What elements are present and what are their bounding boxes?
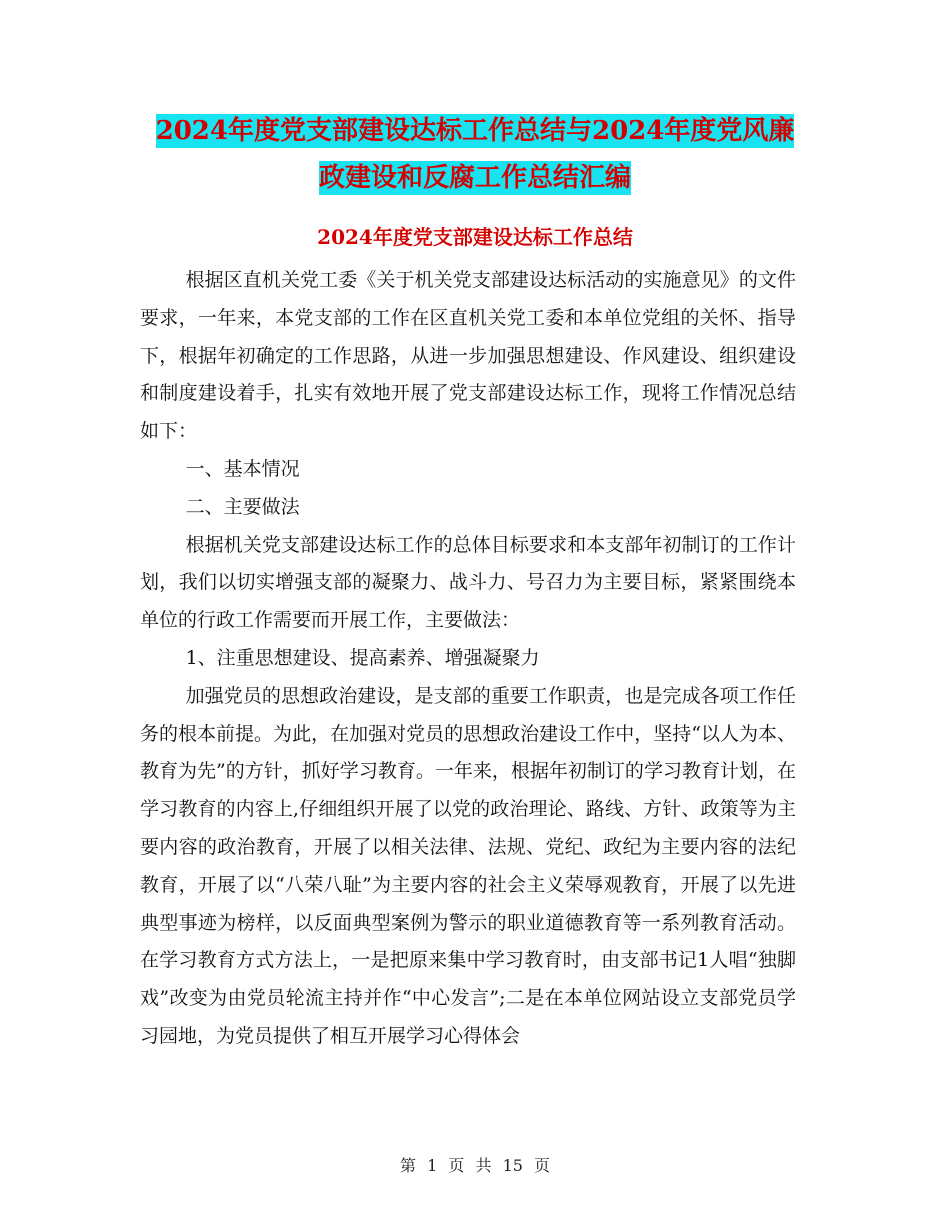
paragraph-practices: 根据机关党支部建设达标工作的总体目标要求和本支部年初制订的工作计划，我们以切实增强支部的凝聚力、战斗力、号召力为主要目标，紧紧围绕本单位的行政工作需要而开展工作，主要做法： (140, 533, 796, 632)
paragraph-ideological: 加强党员的思想政治建设，是支部的重要工作职责，也是完成各项工作任务的根本前提。为此，在加强对党员的思想政治建设工作中，坚持“以人为本、教育为先”的方针，抓好学习教育。一年来，根据年初制订的学习教育计划，在学习教育的内容上,仔细组织开展了以党的政治理论、路线、方针、政策等为主要内容的政治教育，开展了以相关法律、法规、党纪、政纪为主要内容的法纪教育，开展了以“八荣八耻”为主要内容的社会主义荣辱观教育，开展了以先进典型事迹为榜样，以反面典型案例为警示的职业道德教育等一系列教育活动。在学习教育方式方法上，一是把原来集中学习教育时，由支部书记1人唱“独脚戏”改变为由党员轮流主持并作“中心发言”;二是在本单位网站设立支部党员学习园地，为党员提供了相互开展学习心得体会 (140, 684, 796, 1047)
body-text (140, 262, 796, 1056)
page-footer (0, 1153, 950, 1176)
footer-total-pages: 15 (502, 1156, 523, 1175)
main-title-line1: 2024年度党支部建设达标工作总结与2024年度党风廉 (155, 116, 795, 146)
footer-label-unit2: 页 (534, 1156, 551, 1175)
footer-current-page: 1 (427, 1156, 438, 1175)
heading-basic-situation: 一、基本情况 (185, 457, 300, 480)
paragraph-intro: 根据区直机关党工委《关于机关党支部建设达标活动的实施意见》的文件要求，一年来，本党支部的工作在区直机关党工委和本单位党组的关怀、指导下，根据年初确定的工作思路，从进一步加强思想建设、作风建设、组织建设和制度建设着手，扎实有效地开展了党支部建设达标工作，现将工作情况总结如下： (140, 269, 796, 443)
footer-label-total: 共 (475, 1156, 492, 1175)
main-title (140, 108, 810, 202)
heading-ideological-building: 1、注重思想建设、提高素养、增强凝聚力 (185, 646, 540, 669)
footer-label-unit: 页 (448, 1156, 465, 1175)
footer-label-page: 第 (399, 1156, 416, 1175)
main-title-line2: 政建设和反腐工作总结汇编 (318, 163, 631, 193)
section-title: 2024年度党支部建设达标工作总结 (317, 225, 633, 249)
heading-main-practices: 二、主要做法 (185, 495, 300, 518)
